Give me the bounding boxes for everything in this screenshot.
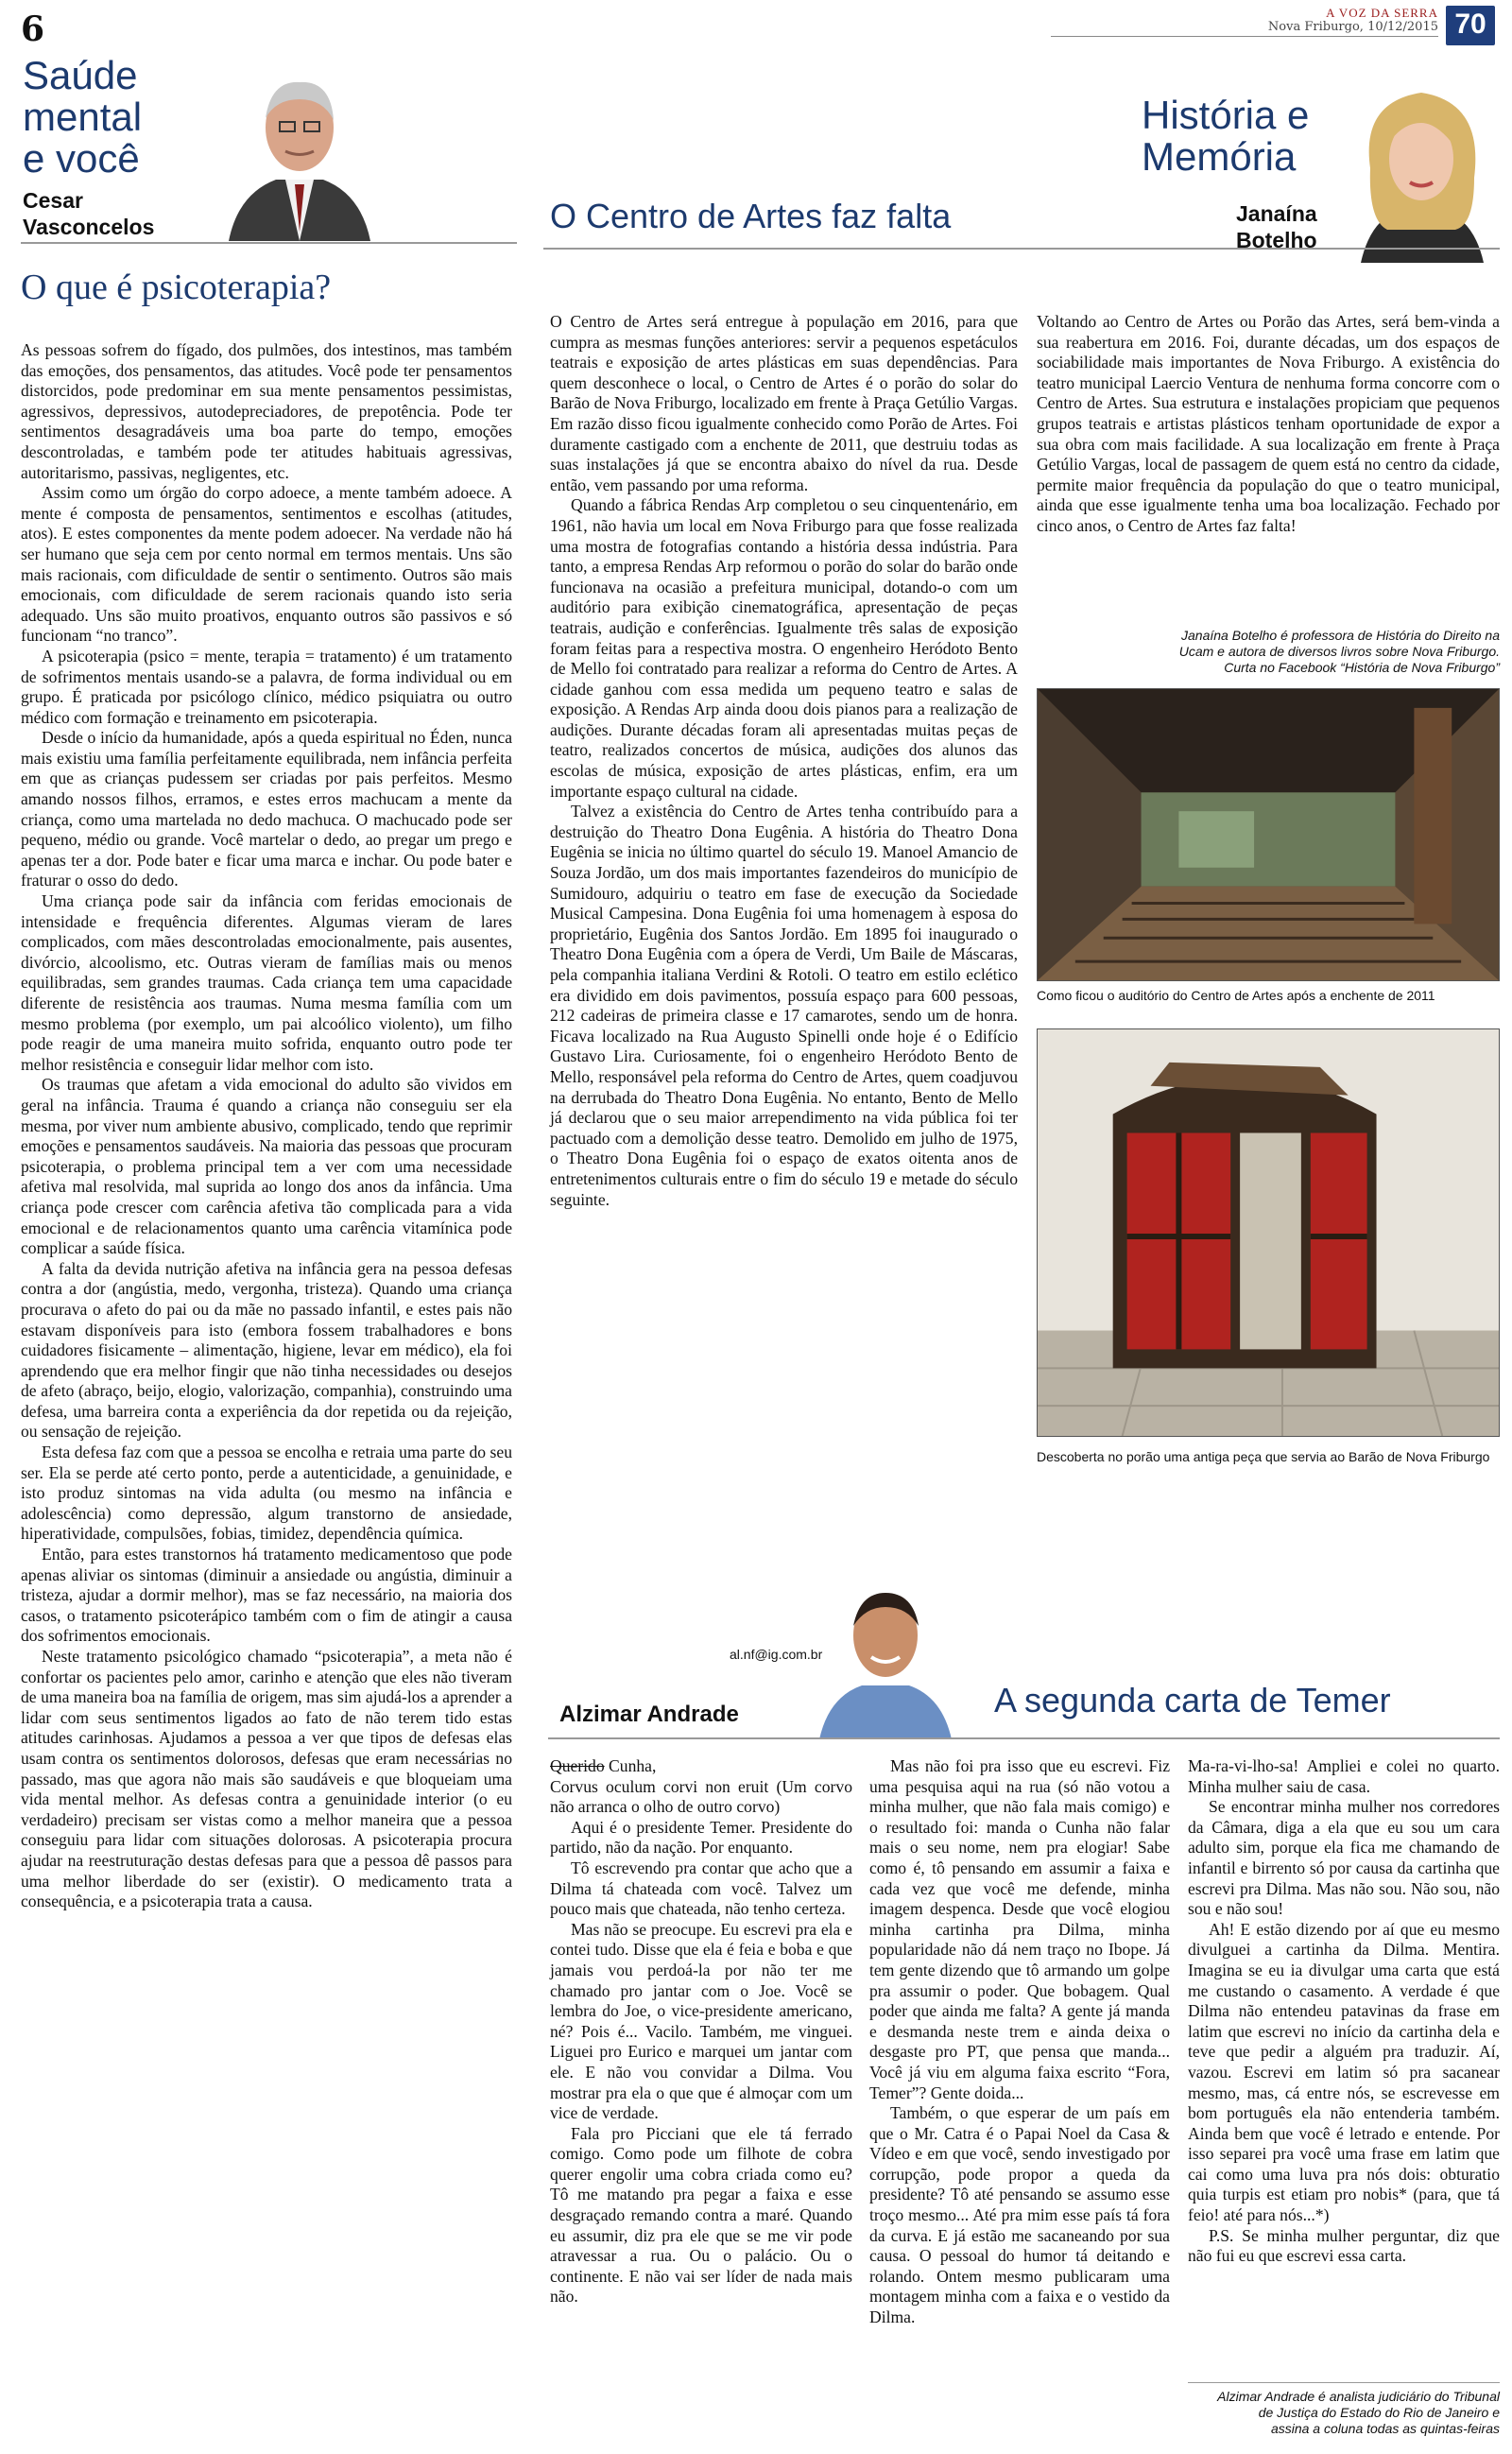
- photo-carriage: [1037, 1028, 1500, 1437]
- paragraph: A falta da devida nutrição afetiva na infância gera na pessoa defesas contra a dor (angústia, medo, vergonha, tristeza). Quando uma criança procurava o afeto do pai ou da mãe no passado infantil, e estes pais não estavam disponíveis para isto (embora fossem trabalhadores e bons cuidadores fisicamente – alimentação, higiene, levar em médico), ela foi aprendendo que era melhor fingir que não tinha necessidades ou desejos de afeto (abraço, beijo, elogio, valorização, companhia), construindo uma defesa, uma barreira conta a experiência da dor repetida ou da rejeição, ou sensação de rejeição.: [21, 1258, 512, 1442]
- paragraph: Os traumas que afetam a vida emocional do adulto são vividos em geral na infância. Trauma é quando a criança não conseguiu ser ela mesma, por viver num ambiente abusivo, complicado, tendo que reprimir emoções e pensamentos saudáveis. Na maioria das pessoas que procuram psicoterapia, o problema principal tem a ver com uma necessidade afetiva mal resolvida, mal suprida ao longo dos anos da infância. Uma criança pode crescer com carência afetiva tão complicada para a vida emocional e de relacionamentos quanto uma carência vitamínica pode complicar a saúde física.: [21, 1075, 512, 1258]
- paragraph: Desde o início da humanidade, após a queda espiritual no Éden, nunca mais existiu uma família perfeitamente equilibrada, nem infância perfeita em que as crianças pudessem ser criadas por pais perfeitos. Mesmo amando nossos filhos, erramos, e estes erros machucam a mente da criança, como uma martelada no dedo machuca. O machucado pode ser pequeno, médio ou grande. Você martelar o dedo, ao pregar um prego e apenas ter a dor. Pode bater e ficar uma marca e inchar. Ou pode bater e fraturar o osso do dedo.: [21, 728, 512, 890]
- author-line: Janaína: [1236, 201, 1317, 226]
- column-title-line: Memória: [1142, 134, 1297, 179]
- paragraph: O Centro de Artes será entregue à população em 2016, para que cumpra as mesmas funções anteriores: servir a pequenos espetáculos teatrais e exposição de artes plásticas em suas dependências. Para quem desconhece o local, o Centro de Artes é o porão do solar do Barão de Nova Friburgo, localizado em frente à Praça Getúlio Vargas. Em razão disso ficou igualmente conhecido como Porão de Artes. Foi duramente castigado com a enchente de 2011, que destruiu todas as suas instalações já que se encontra abaixo do nível da rua. Desde então, vem passando por uma reforma.: [550, 312, 1018, 494]
- author-credit-alzimar: [1188, 2389, 1500, 2437]
- credit-line: Ucam e autora de diversos livros sobre Nova Friburgo.: [1178, 644, 1500, 659]
- portrait-illustration: [1342, 64, 1501, 263]
- author-cesar: [23, 187, 154, 240]
- publication-name: A VOZ DA SERRA: [1326, 6, 1438, 20]
- publication-header: [1193, 6, 1438, 34]
- article-psicoterapia: [21, 340, 512, 1912]
- paragraph: Esta defesa faz com que a pessoa se encolha e retraia uma parte do seu ser. Ela se perde até certo ponto, perde a autenticidade, a genuinidade, e isto produz sintomas na vida adulta (ou mesmo na infância e adolescência) como depressão, algum transtorno de ansiedade, hiperatividade, compulsões, fobias, timidez, dependência química.: [21, 1443, 512, 1544]
- portrait-illustration: [815, 1564, 956, 1739]
- paragraph: As pessoas sofrem do fígado, dos pulmões, dos intestinos, mas também das emoções, dos pensamentos, das atitudes. Você pode ter pensamentos distorcidos, pode predominar em sua mente pensamentos pessimistas, agressivos, depressivos, autodepreciadores, de prepotência. Pode ter sentimentos desagradáveis uma boa parte do tempo, emoções descontroladas, e também pode ter atitudes habituais agressivas, autoritarismo, passivas, negligentes, etc.: [21, 340, 512, 482]
- salutation-rest: Cunha,: [604, 1756, 657, 1775]
- paragraph: Também, o que esperar de um país em que o Mr. Catra é o Papai Noel da Casa & Vídeo e em que você, sendo investigado por corrupção, pode propor a queda da presidente? Tô até pensando se assumo esse troço mesmo... Até pra mim esse país tá fora da curva. E já estão me sacaneando por sua causa. O pessoal do humor tá deitando e rolando. Ontem mesmo publicaram uma montagem minha com a faixa e o vestido da Dilma.: [869, 2103, 1170, 2327]
- credit-line: de Justiça do Estado do Rio de Janeiro e: [1258, 2405, 1500, 2420]
- credit-line: Curta no Facebook “História de Nova Friburgo”: [1224, 660, 1500, 675]
- paragraph: Tô escrevendo pra contar que acho que a Dilma tá chateada com você. Talvez um pouco mais que chateada, não tenho certeza.: [550, 1858, 852, 1919]
- paragraph: Fala pro Picciani que ele tá ferrado comigo. Como pode um filhote de cobra querer engolir uma cobra criada como eu? Tô me matando pra pegar a faixa e esse desgraçado remando contra a maré. Quando eu assumir, diz pra ele que se me vir pode atravessar a rua. Ou o palácio. Ou o continente. E não vai ser líder de nada mais não.: [550, 2123, 852, 2307]
- paragraph: P.S. Se minha mulher perguntar, diz que não fui eu que escrevi essa carta.: [1188, 2225, 1500, 2266]
- column-title-line: mental: [23, 95, 143, 139]
- paragraph: Aqui é o presidente Temer. Presidente do partido, não da nação. Por enquanto.: [550, 1817, 852, 1858]
- portrait-illustration: [219, 52, 380, 241]
- paragraph: Ma-ra-vi-lho-sa! Ampliei e colei no quarto. Minha mulher saiu de casa.: [1188, 1756, 1500, 1796]
- paragraph: Talvez a existência do Centro de Artes tenha contribuído para a destruição do Theatro Dona Eugênia. A história do Theatro Dona Eugênia se inicia no último quartel do século 19. Manoel Amancio de Souza Jordão, um dos mais importantes fazendeiros do município de Sumidouro, adquiriu o teatro em fase de execução da Sociedade Musical Campesina. Dona Eugênia foi uma homenagem à esposa do proprietário, Eugênia dos Santos Jordão. Em 1895 foi inaugurado o Theatro Dona Eugênia com a ópera de Verdi, Um Baile de Máscaras, pela companhia italiana Verdini & Rotoli. O teatro em estilo eclético era dividido em dois pavimentos, possuía espaço para 600 pessoas, 212 cadeiras de primeira classe e 17 camarotes, sendo um de honra. Ficava localizado na Rua Augusto Spinelli onde hoje é o Edifício Gustavo Lira. Curiosamente, foi o engenheiro Heródoto Bento de Mello, responsável pela reforma do Centro de Artes, quem coadjuvou na derrubada do Theatro Dona Eugênia. No entanto, Bento de Mello já declarou que o seu maior arrependimento na vida pública foi ter pactuado com a demolição desse teatro. Demolido em julho de 1975, o Theatro Dona Eugênia foi o espaço de exatos oitenta anos de entretenimentos culturais entre o fim do século 19 e metade do século seguinte.: [550, 802, 1018, 1209]
- paragraph: A psicoterapia (psico = mente, terapia = tratamento) é um tratamento de sofrimentos mentais usando-se a palavra, de forma individual ou em grupo. É praticada por psicólogo clínico, médico psiquiatra ou outro médico com formação e treinamento em psicoterapia.: [21, 646, 512, 727]
- bottom-rule: [548, 1737, 1500, 1739]
- credit-rule: [1188, 2382, 1500, 2383]
- article-centro-artes-col-a: [550, 312, 1018, 1210]
- author-portrait-cesar: [219, 52, 380, 241]
- paragraph: Neste tratamento psicológico chamado “psicoterapia”, a meta não é confortar os pacientes pelo amor, carinho e atenção que eles não tiveram de uma maneira boa na família de origem, mas sim ajudá-los a aprender a lidar com seus sentimentos ligados ao fato de não terem tido estas atitudes carinhosas. Ajudamos a pessoa a ver que tipos de defesas elas usam contra os sentimentos dolorosos, defesas que eram necessárias no passado, mas que agora não mais são saudáveis e que bloqueiam uma vida mental melhor. As defesas contra a genuinidade interior (o eu verdadeiro) precisam ser vistas como a melhor maneira que a pessoa conseguiu para lidar com situações dolorosas. A psicoterapia procura ajudar na reestruturação destas defesas para que a pessoa dê passos para uma melhor liberdade do ser (existir). O medicamento trata a consequência, e a psicoterapia trata a causa.: [21, 1647, 512, 1911]
- caption-auditorium: Como ficou o auditório do Centro de Artes após a enchente de 2011: [1037, 988, 1435, 1003]
- article-carta-col-2: [869, 1756, 1170, 2328]
- author-line: Cesar: [23, 188, 83, 213]
- column-title-historia: [1142, 95, 1349, 178]
- headline-psicoterapia: O que é psicoterapia?: [21, 268, 332, 307]
- salutation: [550, 1756, 852, 1777]
- author-line: Botelho: [1236, 228, 1317, 252]
- author-janaina: [1236, 200, 1317, 253]
- author-email[interactable]: al.nf@ig.com.br: [730, 1647, 823, 1662]
- author-line: Vasconcelos: [23, 215, 155, 239]
- author-portrait-alzimar: [815, 1564, 956, 1739]
- headline-centro-artes: O Centro de Artes faz falta: [550, 197, 952, 235]
- paragraph: Corvus oculum corvi non eruit (Um corvo não arranca o olho de outro corvo): [550, 1776, 852, 1817]
- article-carta-col-1: [550, 1756, 852, 2307]
- carriage-illustration: [1038, 1029, 1499, 1436]
- anniversary-logo: 70: [1446, 6, 1495, 45]
- author-portrait-janaina: [1342, 64, 1501, 263]
- author-alzimar: Alzimar Andrade: [559, 1702, 739, 1727]
- column-title-line: História e: [1142, 93, 1310, 137]
- auditorium-illustration: [1038, 689, 1499, 980]
- credit-line: assina a coluna todas as quintas-feiras: [1270, 2421, 1500, 2436]
- paragraph: Quando a fábrica Rendas Arp completou o seu cinquentenário, em 1961, não havia um local em Nova Friburgo para que fosse realizada uma mostra de fotografias contando a história dessa indústria. Para tanto, a empresa Rendas Arp reformou o porão do solar do barão onde funcionava na ocasião a prefeitura municipal, dotando-o com um auditório para exibição cinematográfica, apresentação de peças teatrais, audição e conferências. Igualmente três salas de exposição foram feitas para a respectiva mostra. O engenheiro Heródoto Bento de Mello foi contratado para realizar a reforma do Centro de Artes. A cidade ganhou com essa medida um pequeno teatro e salas de exposição. A Rendas Arp ainda doou dois pianos para a realização de audições. Durante décadas foram ali apresentadas muitas peças de teatro, realizados concertos de música, audições dos alunos das escolas de música, exposição de artes plásticas, enfim, era um importante espaço cultural na cidade.: [550, 495, 1018, 801]
- left-column-rule: [21, 242, 517, 244]
- caption-carriage: Descoberta no porão uma antiga peça que servia ao Barão de Nova Friburgo: [1037, 1449, 1490, 1464]
- paragraph: Mas não se preocupe. Eu escrevi pra ela e contei tudo. Disse que ela é feia e boba e que jamais vou perdoá-la por não ter me chamado pro jantar com o Joe. Você se lembra do Joe, o vice-presidente americano, né? Pois é... Vacilo. Também, me vinguei. Liguei pro Eurico e marquei um jantar com ele. E não vou convidar a Dilma. Vou mostrar pra ela o que que é almoçar com um vice de verdade.: [550, 1919, 852, 2123]
- paragraph: Mas não foi pra isso que eu escrevi. Fiz uma pesquisa aqui na rua (só não votou a minha mulher, que não fala mais comigo) e o resultado foi: manda o Cunha não falar mais o seu nome, nem pra elogiar! Sabe como é, tô pensando em assumir a faixa e cada vez que você me defende, minha imagem despenca. Desde que você elogiou minha cartinha pra Dilma, minha popularidade não dá nem traço no Ibope. Já tem gente dizendo que tô armando um golpe pra assumir o poder. Que bobagem. Qual poder que ainda me falta? A gente já manda e desmanda neste trem e ainda deixa o desgaste pro PT, que pensa que manda... Você já viu em alguma faixa escrito “Fora, Temer”? Gente doida...: [869, 1756, 1170, 2102]
- paragraph: Ah! E estão dizendo por aí que eu mesmo divulguei a cartinha da Dilma. Mentira. Imagina se eu ia divulgar uma carta que está me custando o casamento. A verdade é que Dilma não entendeu patavinas da frase em latim que escrevi no início da cartinha dela e teve que pedir a alguém pra traduzir. Aí, vazou. Escrevi em latim só pra sacanear mesmo, mas, cá entre nós, se escrevesse em bom português ela não entenderia também. Ainda bem que você é letrado e entende. Por isso separei pra você uma frase em latim que cai como uma luva pra nós dois: obturatio quia turpis est etiam pro nobis* (para, que tá feio! até para nós...*): [1188, 1919, 1500, 2225]
- paragraph: Então, para estes transtornos há tratamento medicamentoso que pode apenas aliviar os sintomas (diminuir a ansiedade ou angústia, diminuir a tristeza, ajudar a dormir melhor), mas se faz necessário, na maioria dos casos, o tratamento psicoterápico também com o fim de atingir a causa dos sofrimentos emocionais.: [21, 1545, 512, 1646]
- headline-segunda-carta: A segunda carta de Temer: [994, 1681, 1391, 1720]
- paragraph: Assim como um órgão do corpo adoece, a mente também adoece. A mente é composta de pensamentos, sentimentos e escolhas (atitudes, atos). E estes componentes da mente podem adoecer. Na verdade não há ser humano que seja cem por cento normal em termos mentais. Uns são mais racionais, com dificuldade de sentir o sentimento. Outros são mais emocionais, com dificuldade de serem racionais quando isto seria adequado. Uns são muito proativos, enquanto outros são passivos e só funcionam “no tranco”.: [21, 483, 512, 646]
- paragraph: Se encontrar minha mulher nos corredores da Câmara, diga a ela que eu sou um cara adulto sim, porque ela fica me chamando de infantil e birrento só por causa da cartinha que escrevi pra Dilma. Mas não sou. Não sou, não sou e não sou!: [1188, 1797, 1500, 1919]
- author-credit-janaina: [1037, 628, 1500, 676]
- right-top-rule: [543, 248, 1500, 250]
- paragraph: Voltando ao Centro de Artes ou Porão das Artes, será bem-vinda a sua reabertura em 2016. Foi, durante décadas, um dos espaços de sociabilidade mais importantes de Nova Friburgo. A existência do teatro municipal Laercio Ventura de nenhuma forma concorre com o Centro de Artes. Sua estrutura e instalações propiciam que pequenos grupos teatrais e artistas plásticos tenham oportunidade de expor a sua obra com mais facilidade. A sua localização em frente à Praça Getúlio Vargas, local de passagem de quem está no centro da cidade, permite maior frequência da população do que o teatro municipal, ainda que esse igualmente tenha uma boa localização. Fechado por cinco anos, o Centro de Artes faz falta!: [1037, 312, 1500, 535]
- credit-line: Alzimar Andrade é analista judiciário do Tribunal: [1217, 2389, 1500, 2404]
- column-title-line: e você: [23, 136, 140, 181]
- article-carta-col-3: [1188, 1756, 1500, 2267]
- photo-auditorium: [1037, 688, 1500, 981]
- dateline: Nova Friburgo, 10/12/2015: [1267, 20, 1438, 34]
- header-rule: [1051, 36, 1438, 37]
- column-title-saude: [23, 55, 231, 180]
- column-title-line: Saúde: [23, 53, 138, 97]
- salutation-struck: Querido: [550, 1756, 605, 1775]
- credit-line: Janaína Botelho é professora de História do Direito na: [1181, 628, 1500, 643]
- paragraph: Uma criança pode sair da infância com feridas emocionais de intensidade e frequência diferentes. Algumas vieram de lares complicados, com mães descontroladas emocionalmente, pais ausentes, divórcio, alcoolismo, etc. Outras vieram de famílias mais ou menos equilibradas, sem grandes traumas. Cada criança tem uma capacidade diferente de resistência aos traumas. Numa mesma família com um mesmo problema (por exemplo, um pai alcoólico violento), um filho pode reagir de uma maneira muito sofrida, enquanto outro pode ter melhor resistência e conseguir lidar melhor com isto.: [21, 891, 512, 1074]
- article-centro-artes-col-b: [1037, 312, 1500, 537]
- page-number: 6: [21, 9, 45, 49]
